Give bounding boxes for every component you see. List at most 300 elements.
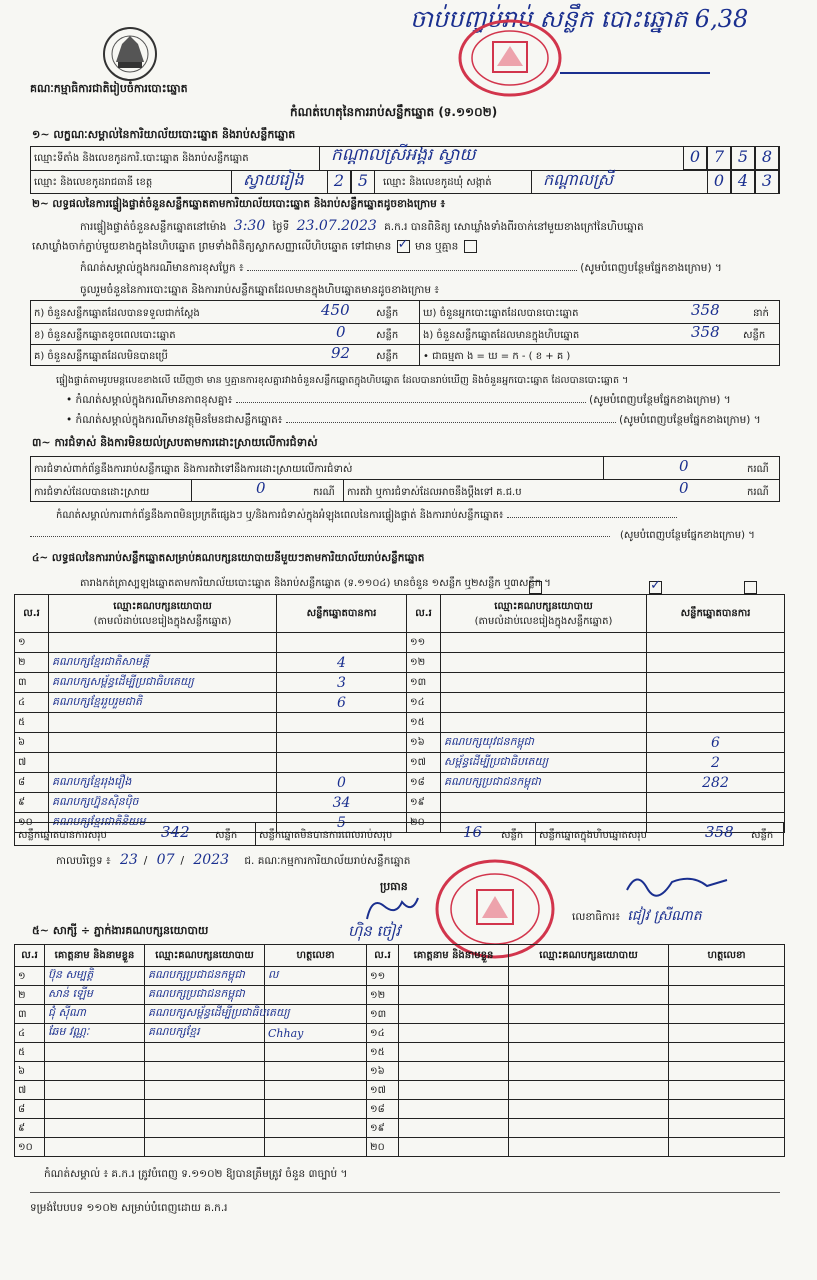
party-no: ១៥ <box>407 713 441 733</box>
party-no: ៨ <box>15 773 49 793</box>
party-no: ១០ <box>15 813 49 833</box>
footer-divider <box>30 1192 780 1193</box>
s3-row2-mid-value[interactable]: 0 <box>679 479 689 497</box>
party-votes[interactable]: 6 <box>647 733 785 753</box>
party-no: ៣ <box>15 673 49 693</box>
w-col-party: ឈ្មោះគណបក្សនយោបាយ <box>145 945 265 967</box>
date-label: កាលបរិច្ឆេទ ៖ <box>56 855 111 867</box>
totals-sep2 <box>535 823 536 845</box>
party-table-row <box>15 633 785 653</box>
s1-row2-sep <box>231 170 232 194</box>
party-votes[interactable] <box>647 653 785 673</box>
s2-row-a-value[interactable]: 450 <box>321 301 350 319</box>
party-no: ១៨ <box>407 773 441 793</box>
col-party-right-label: ឈ្មោះគណបក្សនយោបាយ <box>494 600 593 612</box>
col-party-label: ឈ្មោះគណបក្សនយោបាយ <box>113 600 212 612</box>
party-name[interactable] <box>49 713 277 733</box>
witness-name[interactable]: ឆែម វណ្ណៈ <box>45 1024 145 1043</box>
witness-no: ៩ <box>15 1119 45 1138</box>
s2-row-e-unit: សន្លឹក <box>743 330 766 341</box>
committee-label: ជ. គណៈកម្មការការិយាល័យរាប់សន្លឹកឆ្នោត <box>244 855 411 867</box>
footer-note: កំណត់សម្គាល់ ៖ គ.ក.រ ត្រូវបំពេញ ទ.១១០២ ឱ្យបានត្រឹមត្រូវ ចំនួន ៣ច្បាប់ ។ <box>44 1168 348 1180</box>
s2-line1-pre: ការផ្ទៀងផ្ទាត់ចំនួនសន្លឹកឆ្នោតនៅម៉ោង <box>80 221 227 233</box>
party-table-row <box>15 733 785 753</box>
pages-2-checkbox[interactable] <box>649 581 662 594</box>
s3-note <box>56 508 677 523</box>
s2-row-d-unit: នាក់ <box>753 308 769 319</box>
party-name[interactable]: គណបក្សប្រជាជនកម្ពុជា <box>441 773 647 793</box>
party-table-row <box>15 793 785 813</box>
total-box-value[interactable]: 358 <box>705 823 734 841</box>
party-votes[interactable] <box>647 793 785 813</box>
party-name[interactable] <box>49 733 277 753</box>
party-no: ២ <box>15 653 49 673</box>
party-name[interactable] <box>49 633 277 653</box>
witness-signature[interactable] <box>265 1062 367 1081</box>
witness-signature[interactable] <box>265 1100 367 1119</box>
s2-row-e-label: ង) ចំនួនសន្លឹកឆ្នោតដែលមានក្នុងហិបឆ្នោត <box>423 330 580 341</box>
s1-row2-mid-value: កណ្ដាលស្រី <box>543 170 613 189</box>
witness-party[interactable] <box>509 1062 669 1081</box>
party-name[interactable]: គណបក្សខ្មែរជាតិនិយម <box>49 813 277 833</box>
party-votes[interactable] <box>647 713 785 733</box>
party-name[interactable] <box>441 713 647 733</box>
witness-table-row <box>15 1062 785 1081</box>
s2-note-field[interactable] <box>247 270 577 271</box>
party-table-row <box>15 653 785 673</box>
section-1-title: ១~ លក្ខណៈសម្គាល់នៃការិយាល័យបោះឆ្នោត និងរាប់សន្លឹកឆ្នោត <box>32 128 296 141</box>
col-no-right: ល.រ <box>407 595 441 633</box>
witness-table-row <box>15 967 785 986</box>
s2-line1 <box>80 218 644 236</box>
witness-signature[interactable]: ល <box>265 967 367 986</box>
party-name[interactable] <box>441 693 647 713</box>
party-no: ១៦ <box>407 733 441 753</box>
witness-party[interactable] <box>145 1043 265 1062</box>
party-votes[interactable]: 0 <box>277 773 407 793</box>
s2-note-label: កំណត់សម្គាល់ក្នុងករណីមានការខុសប្លែក ៖ <box>80 262 244 274</box>
code-digit: 0 <box>707 170 731 194</box>
party-no: ១ <box>15 633 49 653</box>
witness-party[interactable] <box>509 1024 669 1043</box>
s2-row-d-label: ឃ) ចំនួនអ្នកបោះឆ្នោតដែលបានបោះឆ្នោត <box>423 308 579 319</box>
witness-name[interactable] <box>399 1138 509 1157</box>
witness-name[interactable] <box>399 1043 509 1062</box>
s2-bullet-2-label: • កំណត់សម្គាល់ក្នុងករណីមានវត្ថុមិនមែនជាសន្លឹកឆ្នោត៖ <box>66 414 283 426</box>
party-no: ៧ <box>15 753 49 773</box>
col-votes-right: សន្លឹកឆ្នោតបានការ <box>647 595 785 633</box>
s2-row-b-unit: សន្លឹក <box>376 330 399 341</box>
form-title: កំណត់ហេតុនៃការរាប់សន្លឹកឆ្នោត (ទ.១១០២) <box>290 105 498 119</box>
witness-table-row <box>15 1138 785 1157</box>
s3-row2-label: ការជំទាស់ដែលបានដោះស្រាយ <box>34 487 150 498</box>
s2-line1-day: ថ្ងៃទី <box>272 221 290 233</box>
party-no: ៩ <box>15 793 49 813</box>
header-scribble: ចាប់បញ្ចប់រាប់ សន្លឹក បោះឆ្នោត 6,38 <box>410 5 749 33</box>
s2-bullet-1-field[interactable] <box>236 402 586 403</box>
witness-no: ៤ <box>15 1024 45 1043</box>
party-votes[interactable] <box>647 673 785 693</box>
code-digit: 8 <box>755 147 779 170</box>
s2-table-hsep <box>31 344 779 345</box>
witness-party[interactable]: គណបក្សប្រជាជនកម្ពុជា <box>145 986 265 1005</box>
witness-party[interactable] <box>509 1100 669 1119</box>
party-no: ១៣ <box>407 673 441 693</box>
s2-compare-line: ផ្ទៀងផ្ទាត់តាមរូបមន្តលេខខាងលើ ឃើញថា មាន ឬគ្មានការខុសគ្នារវាងចំនួនសន្លឹកឆ្នោតក្នុងហិបឆ្នោត ដែលបានរាប់ឃើញ និងចំនួនអ្នកបោះឆ្នោត ដែលបានបោះឆ្នោត ។ <box>56 375 629 386</box>
s1-row-divider <box>31 170 779 171</box>
party-name[interactable]: សម្ព័ន្ធដើម្បីប្រជាធិបតេយ្យ <box>441 753 647 773</box>
s2-note <box>80 262 722 277</box>
witness-name[interactable] <box>399 1024 509 1043</box>
witness-name[interactable] <box>399 967 509 986</box>
s2-bullet-2-fill: (សូមបំពេញបន្ថែមផ្នែកខាងក្រោម) ។ <box>619 414 761 426</box>
s2-date: 23.07.2023 <box>296 218 377 234</box>
witness-signature[interactable] <box>669 1043 785 1062</box>
witness-no: ១ <box>15 967 45 986</box>
total-invalid-label: សន្លឹកឆ្នោតមិនបានការពេលរាប់សរុប <box>259 830 393 841</box>
s1-row2-code <box>327 170 375 194</box>
seal-yes-label: មាន <box>415 240 432 253</box>
witness-name[interactable]: ប៊ុន សម្បត្តិ <box>45 967 145 986</box>
party-votes[interactable] <box>277 733 407 753</box>
s3-row2-sep <box>191 479 192 502</box>
w-col-no-right: ល.រ <box>367 945 399 967</box>
w-col-sign: ហត្ថលេខា <box>265 945 367 967</box>
code-digit: 0 <box>683 147 707 170</box>
s3-row2-unit: ករណី <box>313 487 335 498</box>
total-valid-label: សន្លឹកឆ្នោតបានការសរុប <box>18 830 107 841</box>
total-invalid-unit: សន្លឹក <box>501 830 524 841</box>
party-name[interactable] <box>49 753 277 773</box>
party-name[interactable]: គណបក្សខ្មែររុងរឿង <box>49 773 277 793</box>
chair-signature <box>362 894 422 924</box>
pages-3-checkbox[interactable] <box>744 581 757 594</box>
s2-table-vsep <box>419 301 420 365</box>
s3-note-fill: (សូមបំពេញបន្ថែមផ្នែកខាងក្រោម) ។ <box>620 530 755 541</box>
secretary-label: លេខាធិការ៖ <box>572 911 620 923</box>
s2-line2-text: សោឃ្លាំងចាក់ភ្ជាប់មួយខាងក្នុងនៃហិបឆ្នោត ព្រមទាំងពិនិត្យស្លាកសញ្ញាលើហិបឆ្នោត ទៅជាមាន <box>32 240 392 253</box>
s1-row2-mid-sep <box>531 170 532 194</box>
party-name[interactable]: គណបក្សហ្វ៊ុនស៊ិនប៉ិច <box>49 793 277 813</box>
witness-no: ១៣ <box>367 1005 399 1024</box>
witness-no: ១០ <box>15 1138 45 1157</box>
witness-no: ១៩ <box>367 1119 399 1138</box>
witness-signature[interactable] <box>265 1119 367 1138</box>
witness-no: ១៧ <box>367 1081 399 1100</box>
witness-name[interactable] <box>45 1119 145 1138</box>
s2-row-c-unit: សន្លឹក <box>376 351 399 362</box>
s2-row-b-value[interactable]: 0 <box>336 323 346 341</box>
party-table-row <box>15 693 785 713</box>
section-3-title: ៣~ ការជំទាស់ និងការមិនយល់ស្របតាមការដោះស្រាយលើការជំទាស់ <box>32 436 318 449</box>
party-name[interactable] <box>441 653 647 673</box>
witness-table-row <box>15 1081 785 1100</box>
s2-row-d-value[interactable]: 358 <box>691 301 720 319</box>
party-votes[interactable] <box>647 633 785 653</box>
party-votes[interactable]: 282 <box>647 773 785 793</box>
s2-line1-post: គ.ក.រ បានពិនិត្យ សោឃ្លាំងទាំងពីរចាក់នៅមួយខាងក្រៅនៃហិបឆ្នោត <box>384 221 644 233</box>
secretary-line <box>572 906 702 927</box>
witness-table-row <box>15 986 785 1005</box>
witness-party[interactable]: គណបក្សសម្ព័ន្ធដើម្បីប្រជាធិបតេយ្យ <box>145 1005 265 1024</box>
witness-table-row <box>15 1024 785 1043</box>
s2-table-hsep <box>31 323 779 324</box>
witness-signature[interactable]: Chhay <box>265 1024 367 1043</box>
pages-1-checkbox[interactable] <box>529 581 542 594</box>
party-name[interactable] <box>441 673 647 693</box>
witness-party[interactable] <box>145 1100 265 1119</box>
s2-row-c-value[interactable]: 92 <box>331 344 351 362</box>
witness-name[interactable] <box>399 1062 509 1081</box>
party-votes[interactable] <box>277 713 407 733</box>
witness-no: ១៤ <box>367 1024 399 1043</box>
witness-name[interactable]: សាន់ ឡើម <box>45 986 145 1005</box>
s2-list-intro: ចូលរួមចំនួននៃការបោះឆ្នោត និងការរាប់សន្លឹកឆ្នោតដែលមានក្នុងហិបឆ្នោតមានដូចខាងក្រោម ៖ <box>80 284 439 296</box>
witness-party[interactable]: គណបក្សខ្មែរ <box>145 1024 265 1043</box>
party-no: ១៩ <box>407 793 441 813</box>
s1-row2-label: ឈ្មោះ និងលេខកូដរាជធានី ខេត្ត <box>34 177 153 188</box>
witness-party[interactable] <box>509 1081 669 1100</box>
s1-row1-code <box>683 147 779 170</box>
witness-party[interactable] <box>145 1081 265 1100</box>
party-votes[interactable]: 5 <box>277 813 407 833</box>
s3-row2-value[interactable]: 0 <box>256 479 266 497</box>
witness-no: ៨ <box>15 1100 45 1119</box>
col-votes: សន្លឹកឆ្នោតបានការ <box>277 595 407 633</box>
witness-signature[interactable] <box>265 1043 367 1062</box>
witness-party[interactable] <box>509 1138 669 1157</box>
witness-signature[interactable] <box>669 1138 785 1157</box>
s2-time: 3:30 <box>233 218 266 234</box>
w-col-no: ល.រ <box>15 945 45 967</box>
party-votes[interactable] <box>277 753 407 773</box>
party-table-row <box>15 713 785 733</box>
witness-signature[interactable] <box>669 1119 785 1138</box>
total-invalid-value[interactable]: 16 <box>463 823 483 841</box>
party-votes[interactable] <box>277 633 407 653</box>
witness-party[interactable] <box>509 986 669 1005</box>
party-name[interactable] <box>441 793 647 813</box>
witness-table-row <box>15 1119 785 1138</box>
s2-row-c-label: គ) ចំនួនសន្លឹកឆ្នោតដែលមិនបានប្រើ <box>34 351 168 362</box>
witness-signature[interactable] <box>265 986 367 1005</box>
w-col-party-right: ឈ្មោះគណបក្សនយោបាយ <box>509 945 669 967</box>
s3-row1-unit: ករណី <box>747 464 769 475</box>
witness-signature[interactable] <box>669 1005 785 1024</box>
witness-no: ៥ <box>15 1043 45 1062</box>
witness-no: ៣ <box>15 1005 45 1024</box>
witness-name[interactable] <box>399 1081 509 1100</box>
party-votes[interactable]: 3 <box>277 673 407 693</box>
witness-table-row <box>15 1005 785 1024</box>
nec-emblem-logo <box>102 26 158 82</box>
code-digit: 5 <box>731 147 755 170</box>
witness-name[interactable] <box>45 1100 145 1119</box>
witness-signature[interactable] <box>669 1100 785 1119</box>
witness-party[interactable] <box>509 967 669 986</box>
party-no: ៦ <box>15 733 49 753</box>
witness-signature[interactable] <box>669 986 785 1005</box>
seal-yes-checkbox[interactable] <box>397 240 410 253</box>
witness-no: ២ <box>15 986 45 1005</box>
witness-table <box>14 944 785 1157</box>
section-1-box <box>30 146 780 194</box>
s1-row2-mid-code <box>707 170 779 194</box>
party-name[interactable]: គណបក្សយុវជនកម្ពុជា <box>441 733 647 753</box>
s3-table <box>30 456 780 502</box>
party-name[interactable]: គណបក្សខ្មែររួបរួមជាតិ <box>49 693 277 713</box>
w-col-name: គោត្តនាម និងនាមខ្លួន <box>45 945 145 967</box>
s2-line2 <box>32 240 479 256</box>
chair-name: ហ៊ិន ចៀវ <box>348 922 401 940</box>
secretary-signature <box>622 870 732 900</box>
code-digit: 5 <box>351 170 375 194</box>
witness-name[interactable] <box>399 1005 509 1024</box>
witness-party[interactable] <box>509 1005 669 1024</box>
date-month[interactable]: 07 <box>156 852 175 868</box>
witness-table-row <box>15 1100 785 1119</box>
s3-row1-label: ការជំទាស់ពាក់ព័ន្ធនឹងការរាប់សន្លឹកឆ្នោត និងការតវ៉ាទៅនឹងការដោះស្រាយលើការជំទាស់ <box>34 464 353 475</box>
s2-bullet-2-field[interactable] <box>286 422 616 423</box>
code-digit: 7 <box>707 147 731 170</box>
witness-party[interactable] <box>145 1062 265 1081</box>
party-votes[interactable]: 6 <box>277 693 407 713</box>
witness-party[interactable] <box>145 1119 265 1138</box>
section-2-title: ២~ លទ្ធផលនៃការផ្ទៀងផ្ទាត់ចំនួនសន្លឹកឆ្នោតតាមការិយាល័យបោះឆ្នោត និងរាប់សន្លឹកឆ្នោតដូចខាងក្រោម ៖ <box>32 198 446 210</box>
total-box-label: សន្លឹកឆ្នោតក្នុងហិបឆ្នោតសរុប <box>539 830 647 841</box>
s2-row-a-unit: សន្លឹក <box>376 308 399 319</box>
seal-no-checkbox[interactable] <box>464 240 477 253</box>
witness-signature[interactable] <box>669 967 785 986</box>
witness-signature[interactable] <box>669 1081 785 1100</box>
secretary-name: ជៀវ ស្រីណាត <box>627 908 702 924</box>
s1-row2-mid-label: ឈ្មោះ និងលេខកូដឃុំ សង្កាត់ <box>383 177 492 188</box>
code-digit: 2 <box>327 170 351 194</box>
s2-bullet-1-label: • កំណត់សម្គាល់ក្នុងករណីមានភាពខុសគ្នា៖ <box>66 394 233 406</box>
witness-name[interactable]: ជុំ ស៊ីណា <box>45 1005 145 1024</box>
witness-party[interactable]: គណបក្សប្រជាជនកម្ពុជា <box>145 967 265 986</box>
party-name[interactable]: គណបក្សសម្ព័ន្ធដើម្បីប្រជាធិបតេយ្យ <box>49 673 277 693</box>
w-col-sign-right: ហត្ថលេខា <box>669 945 785 967</box>
total-valid-unit: សន្លឹក <box>215 830 238 841</box>
witness-no: ១៨ <box>367 1100 399 1119</box>
col-party-right <box>441 595 647 633</box>
witness-signature[interactable] <box>669 1024 785 1043</box>
s4-totals <box>14 822 784 846</box>
w-col-name-right: គោត្តនាម និងនាមខ្លួន <box>399 945 509 967</box>
s2-formula: • ជាធម្មតា ង = ឃ = ក - ( ខ + គ ) <box>423 351 571 362</box>
witness-signature[interactable] <box>265 1081 367 1100</box>
footer-form: ទម្រង់បែបបទ ១១០២ សម្រាប់បំពេញដោយ គ.ក.រ <box>30 1202 228 1214</box>
witness-party[interactable] <box>145 1138 265 1157</box>
col-no: ល.រ <box>15 595 49 633</box>
party-no: ១៤ <box>407 693 441 713</box>
section-4-title: ៤~ លទ្ធផលនៃការរាប់សន្លឹកឆ្នោតសម្រាប់គណបក្សនយោបាយនីមួយៗតាមការិយាល័យរាប់សន្លឹកឆ្នោត <box>32 552 425 564</box>
witness-name[interactable] <box>45 1138 145 1157</box>
party-no: ២០ <box>407 813 441 833</box>
s1-row1-label: ឈ្មោះទីតាំង និងលេខកូដការិ.បោះឆ្នោត និងរាប់សន្លឹកឆ្នោត <box>34 153 249 164</box>
total-valid-value[interactable]: 342 <box>161 823 190 841</box>
witness-no: ១៥ <box>367 1043 399 1062</box>
org-name: គណៈកម្មាធិការជាតិរៀបចំការបោះឆ្នោត <box>30 82 188 95</box>
party-votes[interactable]: 2 <box>647 753 785 773</box>
s3-note-field[interactable] <box>507 517 677 518</box>
s2-count-table <box>30 300 780 366</box>
witness-no: ៦ <box>15 1062 45 1081</box>
witness-table-header <box>15 945 785 967</box>
date-year[interactable]: 2023 <box>193 852 230 868</box>
total-box-unit: សន្លឹក <box>751 830 774 841</box>
witness-name[interactable] <box>45 1081 145 1100</box>
witness-no: ២០ <box>367 1138 399 1157</box>
s3-note-line <box>30 536 610 537</box>
party-votes[interactable]: 34 <box>277 793 407 813</box>
code-digit: 3 <box>755 170 779 194</box>
witness-name[interactable] <box>399 1100 509 1119</box>
s2-note-fill: (សូមបំពេញបន្ថែមផ្នែកខាងក្រោម) ។ <box>580 262 722 274</box>
party-no: ៤ <box>15 693 49 713</box>
witness-name[interactable] <box>45 1043 145 1062</box>
party-table-row <box>15 673 785 693</box>
party-table-row <box>15 773 785 793</box>
witness-name[interactable] <box>399 1119 509 1138</box>
s2-row-e-value[interactable]: 358 <box>691 323 720 341</box>
party-name[interactable]: គណបក្សខ្មែរជាតិសាមគ្គី <box>49 653 277 673</box>
col-party <box>49 595 277 633</box>
s4-intro: តារាងកត់ត្រាស្បឡងឆ្នោតតាមការិយាល័យបោះឆ្នោត និងរាប់សន្លឹកឆ្នោត (ទ.១១០៤) មានចំនួន ១សន្លឹក ឬ២សន្លឹក ឬ៣សន្លឹក ។ <box>80 578 551 589</box>
witness-name[interactable] <box>399 986 509 1005</box>
date-day[interactable]: 23 <box>119 852 138 868</box>
party-votes[interactable] <box>647 693 785 713</box>
chair-label: ប្រធាន <box>380 880 408 893</box>
s1-row1-sep <box>319 147 320 170</box>
s3-row1-sep <box>603 457 604 479</box>
witness-signature[interactable] <box>669 1062 785 1081</box>
party-no: ៥ <box>15 713 49 733</box>
s3-row1-value[interactable]: 0 <box>679 457 689 475</box>
witness-signature[interactable] <box>265 1138 367 1157</box>
party-no: ១៧ <box>407 753 441 773</box>
party-results-table <box>14 594 785 833</box>
witness-no: ១៦ <box>367 1062 399 1081</box>
col-party-right-sub: (តាមលំដាប់លេខរៀងក្នុងសន្លឹកឆ្នោត) <box>474 615 613 627</box>
witness-party[interactable] <box>509 1119 669 1138</box>
party-name[interactable] <box>441 633 647 653</box>
party-no: ១១ <box>407 633 441 653</box>
s1-row1-value: កណ្ដាលស្រីអង្គរ ស្វាយ <box>331 145 476 165</box>
witness-name[interactable] <box>45 1062 145 1081</box>
s2-bullet-1-fill: (សូមបំពេញបន្ថែមផ្នែកខាងក្រោម) ។ <box>589 394 731 406</box>
s4-date-line: កាលបរិច្ឆេទ ៖ 23 / 07 / 2023 ជ. គណៈកម្មការការិយាល័យរាប់សន្លឹកឆ្នោត <box>56 852 411 868</box>
witness-table-row <box>15 1043 785 1062</box>
top-scribble-line <box>560 72 710 74</box>
s1-row2-value: ស្វាយរៀង <box>243 170 304 189</box>
witness-party[interactable] <box>509 1043 669 1062</box>
col-party-sub: (តាមលំដាប់លេខរៀងក្នុងសន្លឹកឆ្នោត) <box>93 615 232 627</box>
s2-row-a-label: ក) ចំនួនសន្លឹកឆ្នោតដែលបានទទួលជាក់ស្តែង <box>34 308 200 319</box>
section-5-title: ៥~ សាក្សី ÷ ភ្នាក់ងារគណបក្សនយោបាយ <box>32 924 209 937</box>
witness-no: ៧ <box>15 1081 45 1100</box>
s2-bullet-1 <box>66 394 731 409</box>
s3-row2-mid-unit: ករណី <box>747 487 769 498</box>
party-votes[interactable]: 4 <box>277 653 407 673</box>
s2-row-b-label: ខ) ចំនួនសន្លឹកឆ្នោតខូចពេលបោះឆ្នោត <box>34 330 176 341</box>
s3-note-label: កំណត់សម្គាល់ការពាក់ព័ន្ធនឹងភាពមិនប្រក្រតីផ្សេងៗ ឬ/និងការជំទាស់ក្នុងអំឡុងពេលនៃការផ្ទៀងផ្ទាត់ និងការរាប់សន្លឹកឆ្នោត៖ <box>56 510 504 521</box>
s3-row2-mid: ការតវ៉ា ឬការជំទាស់ដែលអាចនឹងប្តឹងទៅ គ.ជ.ប <box>347 487 522 498</box>
witness-no: ១១ <box>367 967 399 986</box>
s3-row2-sep2 <box>343 479 344 502</box>
code-digit: 4 <box>731 170 755 194</box>
